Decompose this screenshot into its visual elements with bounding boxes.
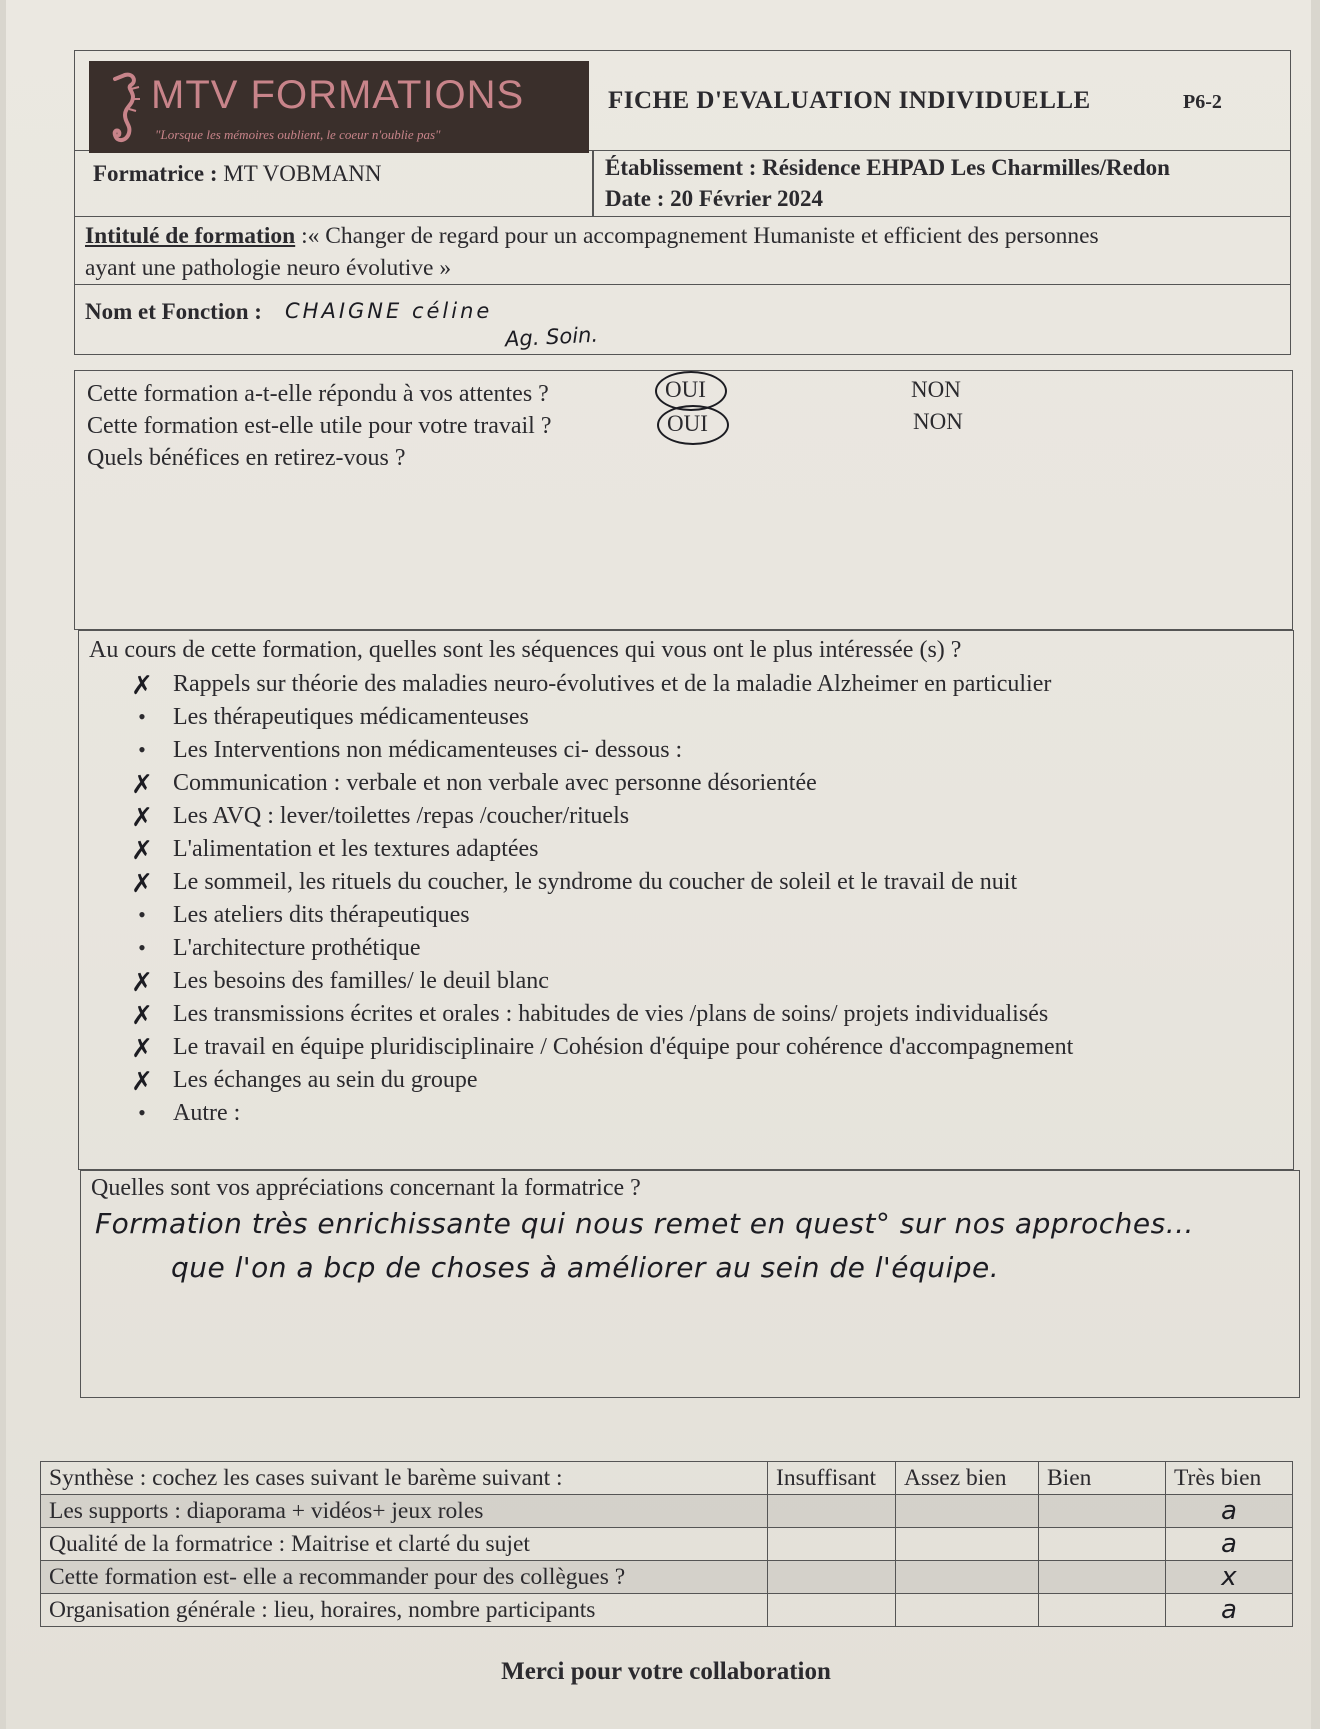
bullet[interactable] xyxy=(127,935,157,962)
logo xyxy=(89,61,589,153)
sequence-label: Les ateliers dits thérapeutiques xyxy=(173,902,470,928)
synthesis-row-supports xyxy=(41,1495,1293,1528)
sequence-label: Le sommeil, les rituels du coucher, le syndrome du coucher de soleil et le travail de nuit xyxy=(173,869,1018,895)
question-expectations: Cette formation a-t-elle répondu à vos attentes ? xyxy=(87,381,549,407)
sequence-item xyxy=(127,704,1073,737)
sequence-label: Les AVQ : lever/toilettes /repas /coucher/rituels xyxy=(173,803,630,829)
cell-tres-bien[interactable]: a xyxy=(1166,1594,1293,1627)
bullet[interactable] xyxy=(127,704,157,731)
sequence-label: Rappels sur théorie des maladies neuro-évolutives et de la maladie Alzheimer en particulier xyxy=(173,671,1052,697)
function-value: Ag. Soin. xyxy=(504,322,599,352)
comments-question: Quelles sont vos appréciations concernant la formatrice ? xyxy=(91,1175,641,1201)
date: Date : 20 Février 2024 xyxy=(605,186,823,211)
comment-line-1: Formation très enrichissante qui nous remet en quest° sur nos approches... xyxy=(95,1207,1194,1240)
form-header xyxy=(74,50,1291,355)
expectations-no-option[interactable]: NON xyxy=(911,377,961,402)
cell-bien[interactable] xyxy=(1039,1528,1166,1561)
course-label: Intitulé de formation xyxy=(85,223,296,249)
expectations-yes-option[interactable] xyxy=(665,377,706,403)
question-benefits: Quels bénéfices en retirez-vous ? xyxy=(87,445,406,471)
header-tres-bien: Très bien xyxy=(1166,1462,1293,1495)
handwritten-check-mark[interactable]: ✗ xyxy=(131,803,153,833)
sequence-label: L'architecture prothétique xyxy=(173,935,421,961)
questions-section xyxy=(74,370,1293,630)
cell-insuffisant[interactable] xyxy=(768,1495,896,1528)
sequence-item xyxy=(127,671,1073,704)
header-title-row xyxy=(75,51,1290,151)
thanks-footer: Merci pour votre collaboration xyxy=(501,1658,831,1685)
synthesis-table xyxy=(40,1461,1293,1627)
establishment: Établissement : Résidence EHPAD Les Charmilles/Redon xyxy=(605,155,1170,180)
header-divider xyxy=(592,151,594,217)
usefulness-yes-option[interactable] xyxy=(667,411,708,437)
sequence-label: Les échanges au sein du groupe xyxy=(173,1067,478,1093)
sequences-list xyxy=(127,671,1073,1133)
trainer-field xyxy=(93,161,382,187)
synthesis-row-trainer-quality xyxy=(41,1528,1293,1561)
synthesis-header-row xyxy=(41,1462,1293,1495)
handwritten-check-mark[interactable]: ✗ xyxy=(131,836,153,866)
cell-insuffisant[interactable] xyxy=(768,1561,896,1594)
synthesis-row-recommend xyxy=(41,1561,1293,1594)
header-insuffisant: Insuffisant xyxy=(768,1462,896,1495)
course-title-line1 xyxy=(85,223,1099,250)
yes-label: OUI xyxy=(665,377,706,402)
row-label: Cette formation est- elle a recommander pour des collègues ? xyxy=(41,1561,768,1594)
handwritten-check-mark[interactable]: ✗ xyxy=(131,1034,153,1064)
sequence-item xyxy=(127,1034,1073,1067)
header-bien: Bien xyxy=(1039,1462,1166,1495)
sequence-label: Communication : verbale et non verbale avec personne désorientée xyxy=(173,770,817,796)
sequence-label: Le travail en équipe pluridisciplinaire / Cohésion d'équipe pour cohérence d'accompagnement xyxy=(173,1034,1074,1060)
sequence-item xyxy=(127,836,1073,869)
cell-tres-bien[interactable]: x xyxy=(1166,1561,1293,1594)
usefulness-no-option[interactable]: NON xyxy=(913,409,963,434)
synthesis-header-label: Synthèse : cochez les cases suivant le barème suivant : xyxy=(41,1462,768,1495)
sequence-label: Les transmissions écrites et orales : habitudes de vies /plans de soins/ projets individualisés xyxy=(173,1001,1049,1027)
header-assez-bien: Assez bien xyxy=(896,1462,1039,1495)
cell-assez-bien[interactable] xyxy=(896,1528,1039,1561)
sequence-label: Les thérapeutiques médicamenteuses xyxy=(173,704,529,730)
handwritten-check-mark[interactable]: ✗ xyxy=(131,869,153,899)
course-title-line2: ayant une pathologie neuro évolutive » xyxy=(85,255,452,281)
sequence-item xyxy=(127,1067,1073,1100)
sequence-item xyxy=(127,935,1073,968)
row-label: Qualité de la formatrice : Maitrise et clarté du sujet xyxy=(41,1528,768,1561)
bullet[interactable] xyxy=(127,1100,157,1127)
cell-insuffisant[interactable] xyxy=(768,1594,896,1627)
document-title: FICHE D'EVALUATION INDIVIDUELLE xyxy=(608,87,1091,114)
name-value: CHAIGNE céline xyxy=(285,299,493,323)
bullet[interactable] xyxy=(127,902,157,929)
sequence-label: Les besoins des familles/ le deuil blanc xyxy=(173,968,549,994)
cell-insuffisant[interactable] xyxy=(768,1528,896,1561)
logo-tagline: "Lorsque les mémoires oublient, le coeur n'oublie pas" xyxy=(155,127,441,142)
trainer-name: MT VOBMANN xyxy=(223,161,382,186)
sequence-label: L'alimentation et les textures adaptées xyxy=(173,836,539,862)
sequence-item xyxy=(127,902,1073,935)
sequence-item xyxy=(127,803,1073,836)
document-code: P6-2 xyxy=(1183,91,1222,113)
row-label: Organisation générale : lieu, horaires, nombre participants xyxy=(41,1594,768,1627)
cell-bien[interactable] xyxy=(1039,1561,1166,1594)
cell-assez-bien[interactable] xyxy=(896,1495,1039,1528)
comment-line-2: que l'on a bcp de choses à améliorer au sein de l'équipe. xyxy=(171,1251,1000,1284)
question-usefulness: Cette formation est-elle utile pour votre travail ? xyxy=(87,413,552,439)
handwritten-check-mark[interactable]: ✗ xyxy=(131,1067,153,1097)
row-label: Les supports : diaporama + vidéos+ jeux roles xyxy=(41,1495,768,1528)
yes-label: OUI xyxy=(667,411,708,436)
selection-circle xyxy=(657,405,729,445)
sequence-item xyxy=(127,737,1073,770)
sequences-section xyxy=(78,630,1294,1170)
name-function-label: Nom et Fonction : xyxy=(85,299,262,324)
sequence-item xyxy=(127,968,1073,1001)
logo-title: MTV FORMATIONS xyxy=(151,73,525,117)
cell-tres-bien[interactable]: a xyxy=(1166,1528,1293,1561)
handwritten-check-mark[interactable]: ✗ xyxy=(131,671,153,701)
course-text-line1: :« Changer de regard pour un accompagnement Humaniste et efficient des personnes xyxy=(295,223,1099,249)
paper-sheet xyxy=(6,0,1311,1729)
cell-bien[interactable] xyxy=(1039,1495,1166,1528)
sequence-item xyxy=(127,770,1073,803)
handwritten-check-mark[interactable]: ✗ xyxy=(131,968,153,998)
synthesis-row-organisation xyxy=(41,1594,1293,1627)
sequence-item xyxy=(127,1100,1073,1133)
header-info-row xyxy=(75,151,1290,217)
sequence-item xyxy=(127,869,1073,902)
handwritten-check-mark[interactable]: ✗ xyxy=(131,1001,153,1031)
cell-tres-bien[interactable]: a xyxy=(1166,1495,1293,1528)
sequence-item xyxy=(127,1001,1073,1034)
handwritten-check-mark[interactable]: ✗ xyxy=(131,770,153,800)
cell-assez-bien[interactable] xyxy=(896,1594,1039,1627)
comments-section xyxy=(80,1170,1300,1398)
sequences-question: Au cours de cette formation, quelles sont les séquences qui vous ont le plus intéressée (s) ? xyxy=(89,637,962,663)
cell-bien[interactable] xyxy=(1039,1594,1166,1627)
trainer-label: Formatrice : xyxy=(93,161,218,186)
seahorse-icon xyxy=(103,69,143,149)
sequence-label: Les Interventions non médicamenteuses ci- dessous : xyxy=(173,737,683,763)
course-row xyxy=(75,217,1290,285)
sequence-label: Autre : xyxy=(173,1100,241,1126)
bullet[interactable] xyxy=(127,737,157,764)
cell-assez-bien[interactable] xyxy=(896,1561,1039,1594)
name-row xyxy=(75,285,1290,355)
